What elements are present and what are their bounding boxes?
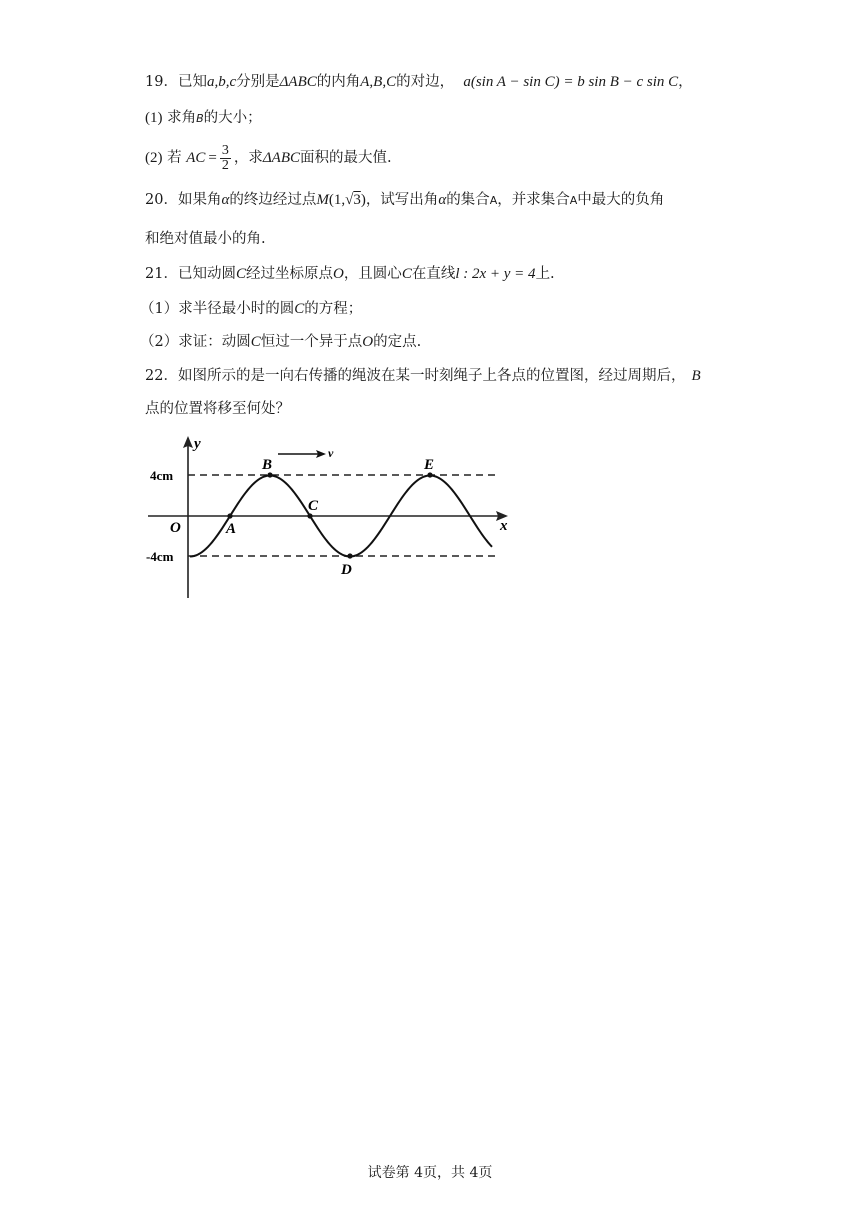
q19-equation: a(sin A − sin C) = b sin B − c sin C <box>463 74 679 90</box>
top-value-label: 4cm <box>150 468 174 483</box>
point-a-label: A <box>226 521 237 537</box>
q21-number: 21． <box>145 266 178 282</box>
q22-number: 22． <box>145 368 178 384</box>
point-b-dot <box>267 472 272 477</box>
q19-line1: 19．已知a,b,c分别是ΔABC的内角A,B,C的对边， a(sin A − sin C) = b sin B − c sin C， <box>145 74 693 90</box>
point-a-dot <box>227 513 232 518</box>
q19-part2: (2) 若 AC = $\frac{3}{2}$ ，求ΔABC面积的最大值. <box>145 142 392 173</box>
q19-part1: (1) 求角B的大小； <box>145 110 262 126</box>
q21-part1: （1）求半径最小时的圆C的方程； <box>140 301 363 317</box>
bottom-value-label: -4cm <box>146 549 174 564</box>
q20-line1: 20．如果角α的终边经过点M(1,√3)，试写出角α的集合A，并求集合A中最大的负角 <box>145 192 665 208</box>
point-d-label: D <box>341 562 352 578</box>
point-e-dot <box>427 472 432 477</box>
q21-part2: （2）求证：动圆C恒过一个异于点O的定点. <box>140 334 422 350</box>
page-footer: 试卷第 4页，共 4页 <box>367 1165 493 1181</box>
point-b-label: B <box>262 457 273 473</box>
q21-line-equation: l : 2x + y = 4 <box>455 266 536 282</box>
origin-label: O <box>170 520 181 536</box>
velocity-label: v <box>328 446 334 460</box>
y-axis-label: y <box>194 436 201 452</box>
q21-line1: 21．已知动圆C经过坐标原点O，且圆心C在直线l : 2x + y = 4上. <box>145 266 555 282</box>
wave-figure <box>140 430 520 605</box>
q22-line1: 22．如图所示的是一向右传播的绳波在某一时刻绳子上各点的位置图，经过周期后， B <box>145 368 701 384</box>
q20-line2: 和绝对值最小的角. <box>145 231 266 247</box>
point-e-label: E <box>424 457 435 473</box>
point-c-dot <box>307 513 312 518</box>
q22-line2: 点的位置将移至何处？ <box>145 401 290 417</box>
point-d-dot <box>347 553 352 558</box>
fraction-3-2: $\frac{3}{2}$ <box>221 142 229 173</box>
q20-number: 20． <box>145 192 178 208</box>
point-c-label: C <box>308 498 319 514</box>
q19-number: 19． <box>145 74 178 90</box>
x-axis-label: x <box>500 518 508 534</box>
